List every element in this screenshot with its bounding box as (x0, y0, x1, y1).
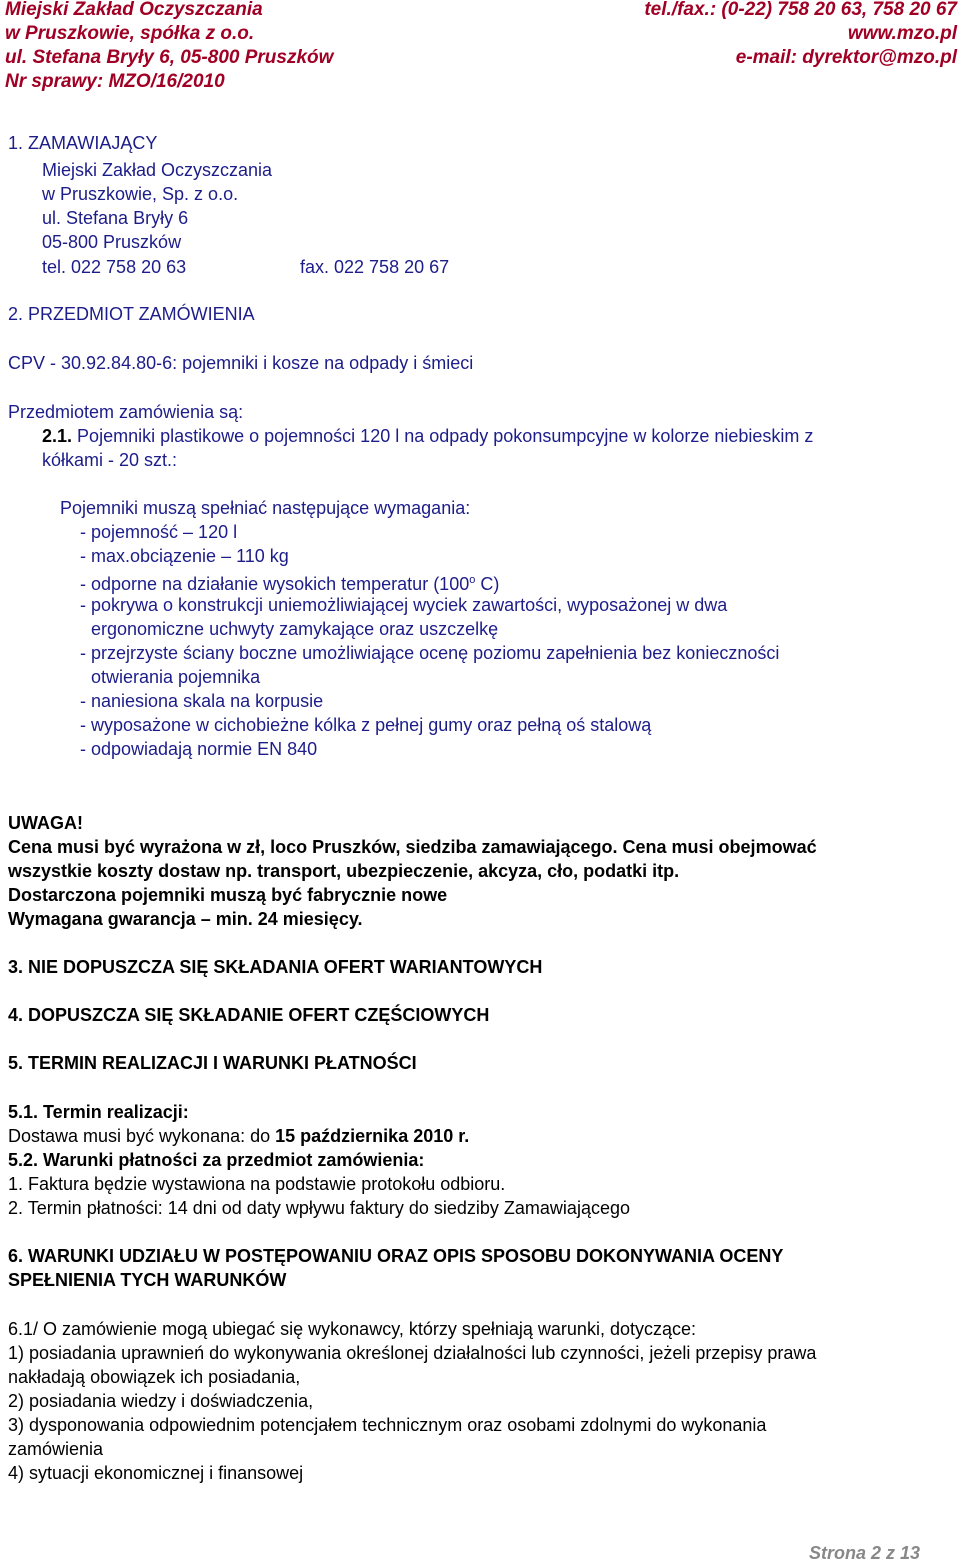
header-phone: tel./fax.: (0-22) 758 20 63, 758 20 67 (644, 0, 957, 20)
req-capacity: - pojemność – 120 l (80, 522, 238, 542)
payment-term-2: 2. Termin płatności: 14 dni od daty wpływu faktury do siedziby Zamawiającego (8, 1198, 630, 1218)
page-number: Strona 2 z 13 (808, 1543, 920, 1563)
req-load: - max.obciązenie – 110 kg (80, 546, 289, 566)
delivery-date: 15 października 2010 r. (275, 1126, 470, 1146)
conditions-intro: 6.1/ O zamówienie mogą ubiegać się wykonawcy, którzy spełniają warunki, dotyczące: (8, 1319, 696, 1339)
notice-line-3: Dostarczona pojemniki muszą być fabrycznie nowe (8, 885, 448, 905)
section5-2-heading: 5.2. Warunki płatności za przedmiot zamówienia: (8, 1150, 425, 1170)
item-description-cont: kółkami - 20 szt.: (42, 450, 178, 470)
cpv-code: CPV - 30.92.84.80-6: pojemniki i kosze na odpady i śmieci (8, 353, 474, 373)
req-lid: - pokrywa o konstrukcji uniemożliwiającej wyciek zawartości, wyposażonej w dwa (80, 595, 728, 615)
item-number: 2.1. (42, 426, 73, 446)
header-left (5, 0, 333, 94)
item-2-1 (42, 425, 813, 447)
notice-line-4: Wymagana gwarancja – min. 24 miesięcy. (8, 909, 363, 929)
section5-heading: 5. TERMIN REALIZACJI I WARUNKI PŁATNOŚCI (8, 1053, 417, 1073)
req-wheels: - wyposażone w cichobieżne kólka z pełnej gumy oraz pełną oś stalową (80, 715, 652, 735)
condition-1-cont: nakładają obowiązek ich posiadania, (8, 1367, 301, 1387)
condition-4: 4) sytuacji ekonomicznej i finansowej (8, 1463, 304, 1483)
section2-heading: 2. PRZEDMIOT ZAMÓWIENIA (8, 304, 255, 324)
orderer-line-1: Miejski Zakład Oczyszczania (42, 160, 273, 180)
delivery-text: Dostawa musi być wykonana: do (8, 1126, 276, 1146)
orderer-line-4: 05-800 Pruszków (42, 232, 182, 252)
condition-1: 1) posiadania uprawnień do wykonywania określonej działalności lub czynności, jeżeli przepisy prawa (8, 1343, 817, 1363)
orderer-line-2: w Pruszkowie, Sp. z o.o. (42, 184, 239, 204)
payment-term-1: 1. Faktura będzie wystawiona na podstawie protokołu odbioru. (8, 1174, 506, 1194)
req-lid-cont: ergonomiczne uchwyty zamykające oraz uszczelkę (91, 619, 499, 639)
section1-heading: 1. ZAMAWIAJĄCY (8, 133, 158, 153)
orderer-tel: tel. 022 758 20 63 (42, 257, 187, 277)
condition-2: 2) posiadania wiedzy i doświadczenia, (8, 1391, 314, 1411)
header-company-address: ul. Stefana Bryły 6, 05-800 Pruszków (5, 47, 334, 68)
header-right (644, 0, 957, 70)
section6-heading-cont: SPEŁNIENIA TYCH WARUNKÓW (8, 1270, 287, 1290)
item-description: Pojemniki plastikowe o pojemności 120 l na odpady pokonsumpcyjne w kolorze niebieskim z (77, 426, 814, 446)
condition-3: 3) dysponowania odpowiednim potencjałem technicznym oraz osobami zdolnymi do wykonania (8, 1415, 767, 1435)
section3-heading: 3. NIE DOPUSZCZA SIĘ SKŁADANIA OFERT WARIANTOWYCH (8, 957, 543, 977)
req-walls-cont: otwierania pojemnika (91, 667, 261, 687)
orderer-line-3: ul. Stefana Bryły 6 (42, 208, 189, 228)
orderer-fax: fax. 022 758 20 67 (300, 257, 450, 277)
notice-line-2: wszystkie koszty dostaw np. transport, ubezpieczenie, akcyza, cło, podatki itp. (8, 861, 680, 881)
req-temperature (80, 569, 499, 595)
req-norm: - odpowiadają normie EN 840 (80, 739, 318, 759)
header-email-link[interactable]: e-mail: dyrektor@mzo.pl (735, 47, 957, 68)
header-website-link[interactable]: www.mzo.pl (847, 23, 957, 44)
req-walls: - przejrzyste ściany boczne umożliwiające ocenę poziomu zapełnienia bez konieczności (80, 643, 780, 663)
condition-3-cont: zamówienia (8, 1439, 104, 1459)
section5-1-heading: 5.1. Termin realizacji: (8, 1102, 189, 1122)
req-temperature-end: C) (475, 574, 500, 594)
header-company-name: Miejski Zakład Oczyszczania (5, 0, 263, 20)
notice-line-1: Cena musi być wyrażona w zł, loco Pruszków, siedziba zamawiającego. Cena musi obejmować (8, 837, 817, 857)
req-temperature-text: - odporne na działanie wysokich temperatur (100 (80, 574, 470, 594)
requirements-heading: Pojemniki muszą spełniać następujące wymagania: (60, 498, 471, 518)
notice-label: UWAGA! (8, 813, 83, 833)
header-case-number: Nr sprawy: MZO/16/2010 (5, 71, 225, 92)
header-company-city: w Pruszkowie, spółka z o.o. (5, 23, 255, 44)
req-scale: - naniesiona skala na korpusie (80, 691, 324, 711)
req-temperature-sup: o (469, 574, 476, 586)
section4-heading: 4. DOPUSZCZA SIĘ SKŁADANIE OFERT CZĘŚCIOWYCH (8, 1005, 490, 1025)
section6-heading: 6. WARUNKI UDZIAŁU W POSTĘPOWANIU ORAZ OPIS SPOSOBU DOKONYWANIA OCENY (8, 1246, 784, 1266)
subject-label: Przedmiotem zamówienia są: (8, 402, 244, 422)
delivery-line (8, 1125, 469, 1147)
